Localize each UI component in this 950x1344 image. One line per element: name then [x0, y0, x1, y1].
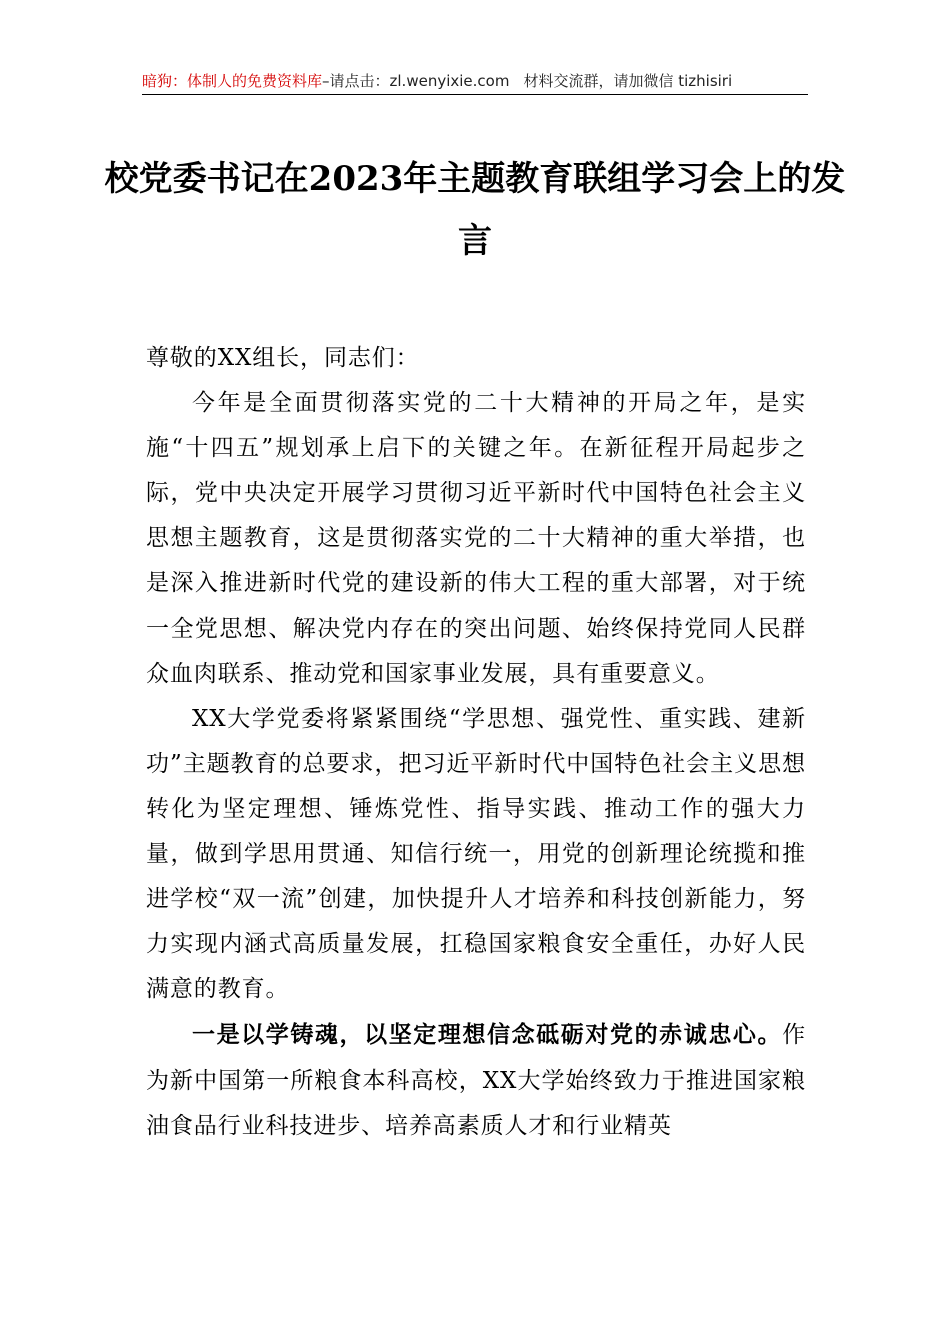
header-site-link[interactable]: –请点击：zl.wenyixie.com: [322, 72, 510, 90]
greeting: 尊敬的XX组长，同志们：: [146, 345, 420, 371]
paragraph-2: XX大学党委将紧紧围绕“学思想、强党性、重实践、建新功”主题教育的总要求，把习近平新时代中国特色社会主义思想转化为坚定理想、锤炼党性、指导实践、推动工作的强大力量，做到学思用贯通、知信行统一，用党的创新理论统揽和推进学校“双一流”创建，加快提升人才培养和科技创新能力，努力实现内涵式高质量发展，扛稳国家粮食安全重任，办好人民满意的教育。: [146, 705, 806, 1003]
section-1-text: 作为新中国第一所粮食本科高校，XX大学始终致力于推进国家粮油食品行业科技进步、培养高素质人才和行业精英: [146, 1022, 806, 1139]
page-header: [142, 68, 808, 95]
document-body: [146, 336, 806, 1149]
paragraph-1: 今年是全面贯彻落实党的二十大精神的开局之年，是实施“十四五”规划承上启下的关键之年。在新征程开局起步之际，党中央决定开展学习贯彻习近平新时代中国特色社会主义思想主题教育，这是贯彻落实党的二十大精神的重大举措，也是深入推进新时代党的建设新的伟大工程的重大部署，对于统一全党思想、解决党内存在的突出问题、始终保持党同人民群众血肉联系、推动党和国家事业发展，具有重要意义。: [146, 390, 806, 687]
section-1-heading: 一是以学铸魂，以坚定理想信念砥砺对党的赤诚忠心。: [192, 1021, 783, 1049]
header-site-name: 暗狗：体制人的免费资料库: [142, 72, 323, 90]
header-wechat-note: 材料交流群，请加微信 tizhisiri: [523, 72, 733, 90]
section-1: [146, 1012, 806, 1148]
document-title: 校党委书记在2023年主题教育联组学习会上的发言: [104, 159, 846, 261]
